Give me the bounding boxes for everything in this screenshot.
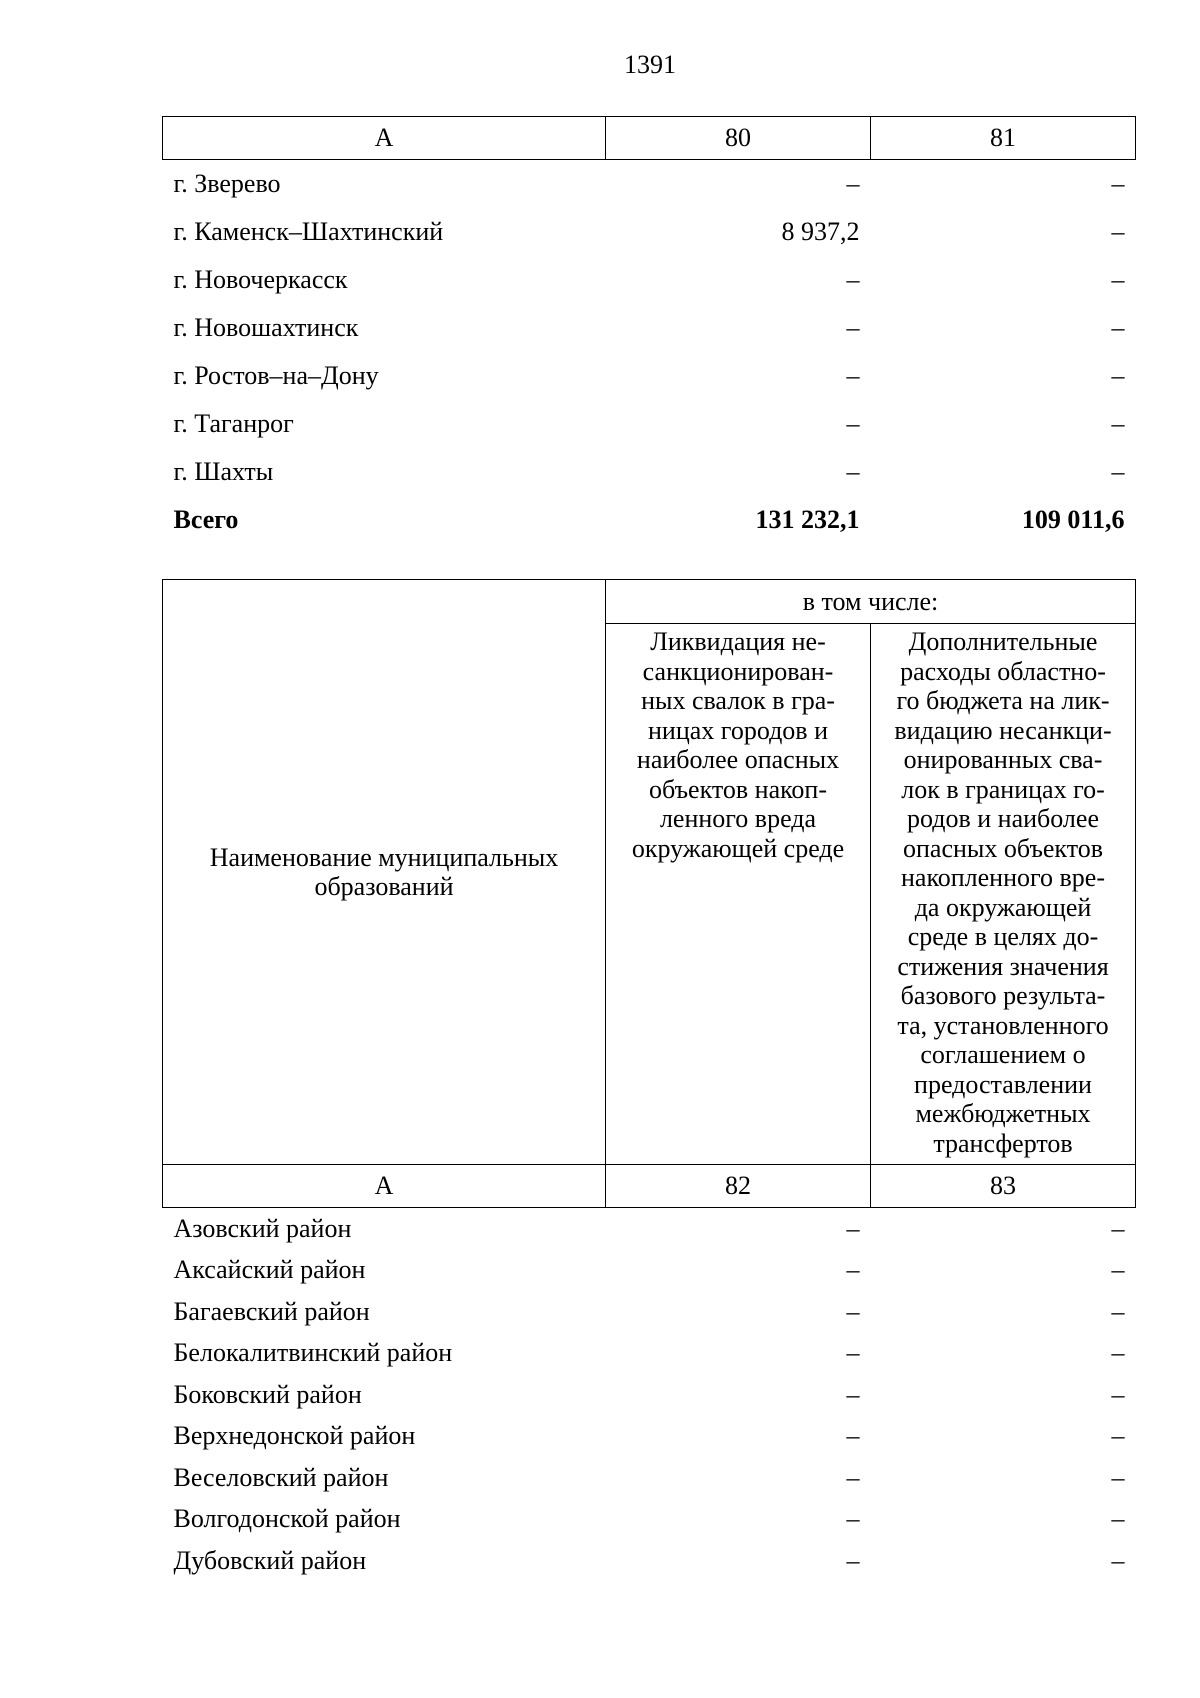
row-name: Веселовский район (173, 1462, 389, 1492)
header-line: базового результа- (900, 981, 1106, 1010)
header-line: предоставлении (914, 1069, 1092, 1099)
header-line: стижения значения (897, 951, 1109, 981)
total-value-81: 109 011,6 (1021, 505, 1125, 534)
including-header: в том числе: (606, 580, 1136, 624)
header-line: окружающей среде (631, 833, 845, 863)
header-line: ных свалок в гра- (641, 686, 835, 715)
row-value-80: – (846, 457, 860, 486)
row-value-81: – (1111, 457, 1125, 486)
row-value-83: – (1111, 1379, 1125, 1409)
table-cities (162, 116, 1136, 544)
row-name: г. Таганрог (173, 409, 294, 438)
row-value-83: – (1111, 1545, 1125, 1575)
column-number: 82 (606, 1165, 871, 1208)
row-name: Волгодонской район (173, 1504, 401, 1534)
row-value-81: – (1111, 313, 1125, 342)
table-row (163, 1250, 1136, 1292)
row-value-80: – (846, 409, 860, 438)
header-line: го бюджета на лик- (896, 686, 1110, 715)
row-value-82: – (846, 1338, 860, 1368)
header-line: Дополнительные (908, 627, 1098, 656)
row-value-80: – (846, 361, 860, 390)
header-row-span (163, 580, 1136, 624)
table-row (163, 1333, 1136, 1375)
total-row (163, 496, 1136, 544)
table-row (163, 352, 1136, 400)
header-line: опасных объектов (902, 833, 1104, 863)
row-value-80: 8 937,2 (781, 217, 860, 246)
row-name: Багаевский район (173, 1296, 370, 1326)
row-value-81: – (1111, 409, 1125, 438)
header-line: наиболее опасных (636, 745, 840, 774)
table-row (163, 208, 1136, 256)
header-line: Ликвидация не- (650, 627, 826, 656)
row-name: Азовский район (173, 1213, 352, 1243)
row-name: г. Новочеркасск (173, 265, 348, 294)
row-value-80: – (846, 313, 860, 342)
row-name: г. Новошахтинск (173, 313, 359, 342)
column-82-header (606, 624, 871, 1165)
row-name: Аксайский район (173, 1255, 366, 1285)
header-line: родов и наиболее (907, 804, 1099, 833)
header-line: расходы областно- (900, 656, 1106, 686)
header-line: соглашением о (920, 1040, 1086, 1069)
row-name: Боковский район (173, 1379, 362, 1409)
row-value-80: – (846, 169, 860, 198)
table-row (163, 1291, 1136, 1333)
table-row (163, 1374, 1136, 1416)
header-line: ницах городов и (648, 715, 828, 745)
row-name: г. Каменск–Шахтинский (173, 217, 444, 246)
column-number-row (163, 1165, 1136, 1208)
table-row (163, 1540, 1136, 1582)
table-row (163, 256, 1136, 304)
column-number: А (163, 1165, 606, 1208)
row-name: Белокалитвинский район (173, 1338, 453, 1368)
total-value-80: 131 232,1 (755, 505, 860, 534)
row-value-83: – (1111, 1421, 1125, 1451)
table-row (163, 1208, 1136, 1250)
header-line: межбюджетных (915, 1099, 1091, 1128)
row-value-82: – (846, 1379, 860, 1409)
row-value-83: – (1111, 1213, 1125, 1243)
total-label: Всего (173, 505, 239, 534)
row-value-83: – (1111, 1504, 1125, 1534)
row-value-81: – (1111, 265, 1125, 294)
page-number: 1391 (624, 50, 676, 79)
header-line: ленного вреда (659, 804, 817, 833)
row-name: г. Шахты (173, 457, 274, 486)
row-value-82: – (846, 1504, 860, 1534)
header-line: лок в границах го- (901, 774, 1105, 804)
table-row (163, 1457, 1136, 1499)
header-line: онированных сва- (903, 745, 1103, 774)
row-value-82: – (846, 1213, 860, 1243)
table-row (163, 400, 1136, 448)
table-row (163, 160, 1136, 209)
column-83-header (871, 624, 1136, 1165)
municipality-name-header: Наименование муниципальных образований (163, 580, 606, 1165)
header-line: трансфертов (933, 1128, 1073, 1158)
row-value-81: – (1111, 169, 1125, 198)
row-value-82: – (846, 1421, 860, 1451)
table-header-row (163, 117, 1136, 160)
column-number: 83 (871, 1165, 1136, 1208)
row-value-80: – (846, 265, 860, 294)
header-line: видацию несанкци- (894, 715, 1112, 745)
header-cell: 81 (871, 117, 1136, 160)
header-cell: А (163, 117, 606, 160)
row-name: Верхнедонской район (173, 1421, 416, 1451)
row-value-82: – (846, 1296, 860, 1326)
row-value-82: – (846, 1255, 860, 1285)
row-value-82: – (846, 1462, 860, 1492)
table-row (163, 304, 1136, 352)
header-line: накопленного вре- (900, 863, 1105, 892)
table-districts (162, 579, 1136, 1582)
table-row (163, 1499, 1136, 1541)
row-value-83: – (1111, 1296, 1125, 1326)
header-cell: 80 (606, 117, 871, 160)
row-value-81: – (1111, 361, 1125, 390)
row-value-83: – (1111, 1255, 1125, 1285)
header-line: среде в целях до- (907, 922, 1099, 951)
row-name: Дубовский район (173, 1545, 367, 1575)
row-name: г. Ростов–на–Дону (173, 361, 379, 390)
row-value-83: – (1111, 1338, 1125, 1368)
row-name: г. Зверево (173, 169, 281, 198)
row-value-81: – (1111, 217, 1125, 246)
row-value-82: – (846, 1545, 860, 1575)
table-row (163, 1416, 1136, 1458)
header-line: та, установленного (897, 1010, 1109, 1040)
header-line: санкционирован- (642, 656, 834, 686)
row-value-83: – (1111, 1462, 1125, 1492)
header-line: да окружающей (914, 892, 1092, 922)
table-row (163, 448, 1136, 496)
header-line: объектов накоп- (649, 774, 827, 804)
